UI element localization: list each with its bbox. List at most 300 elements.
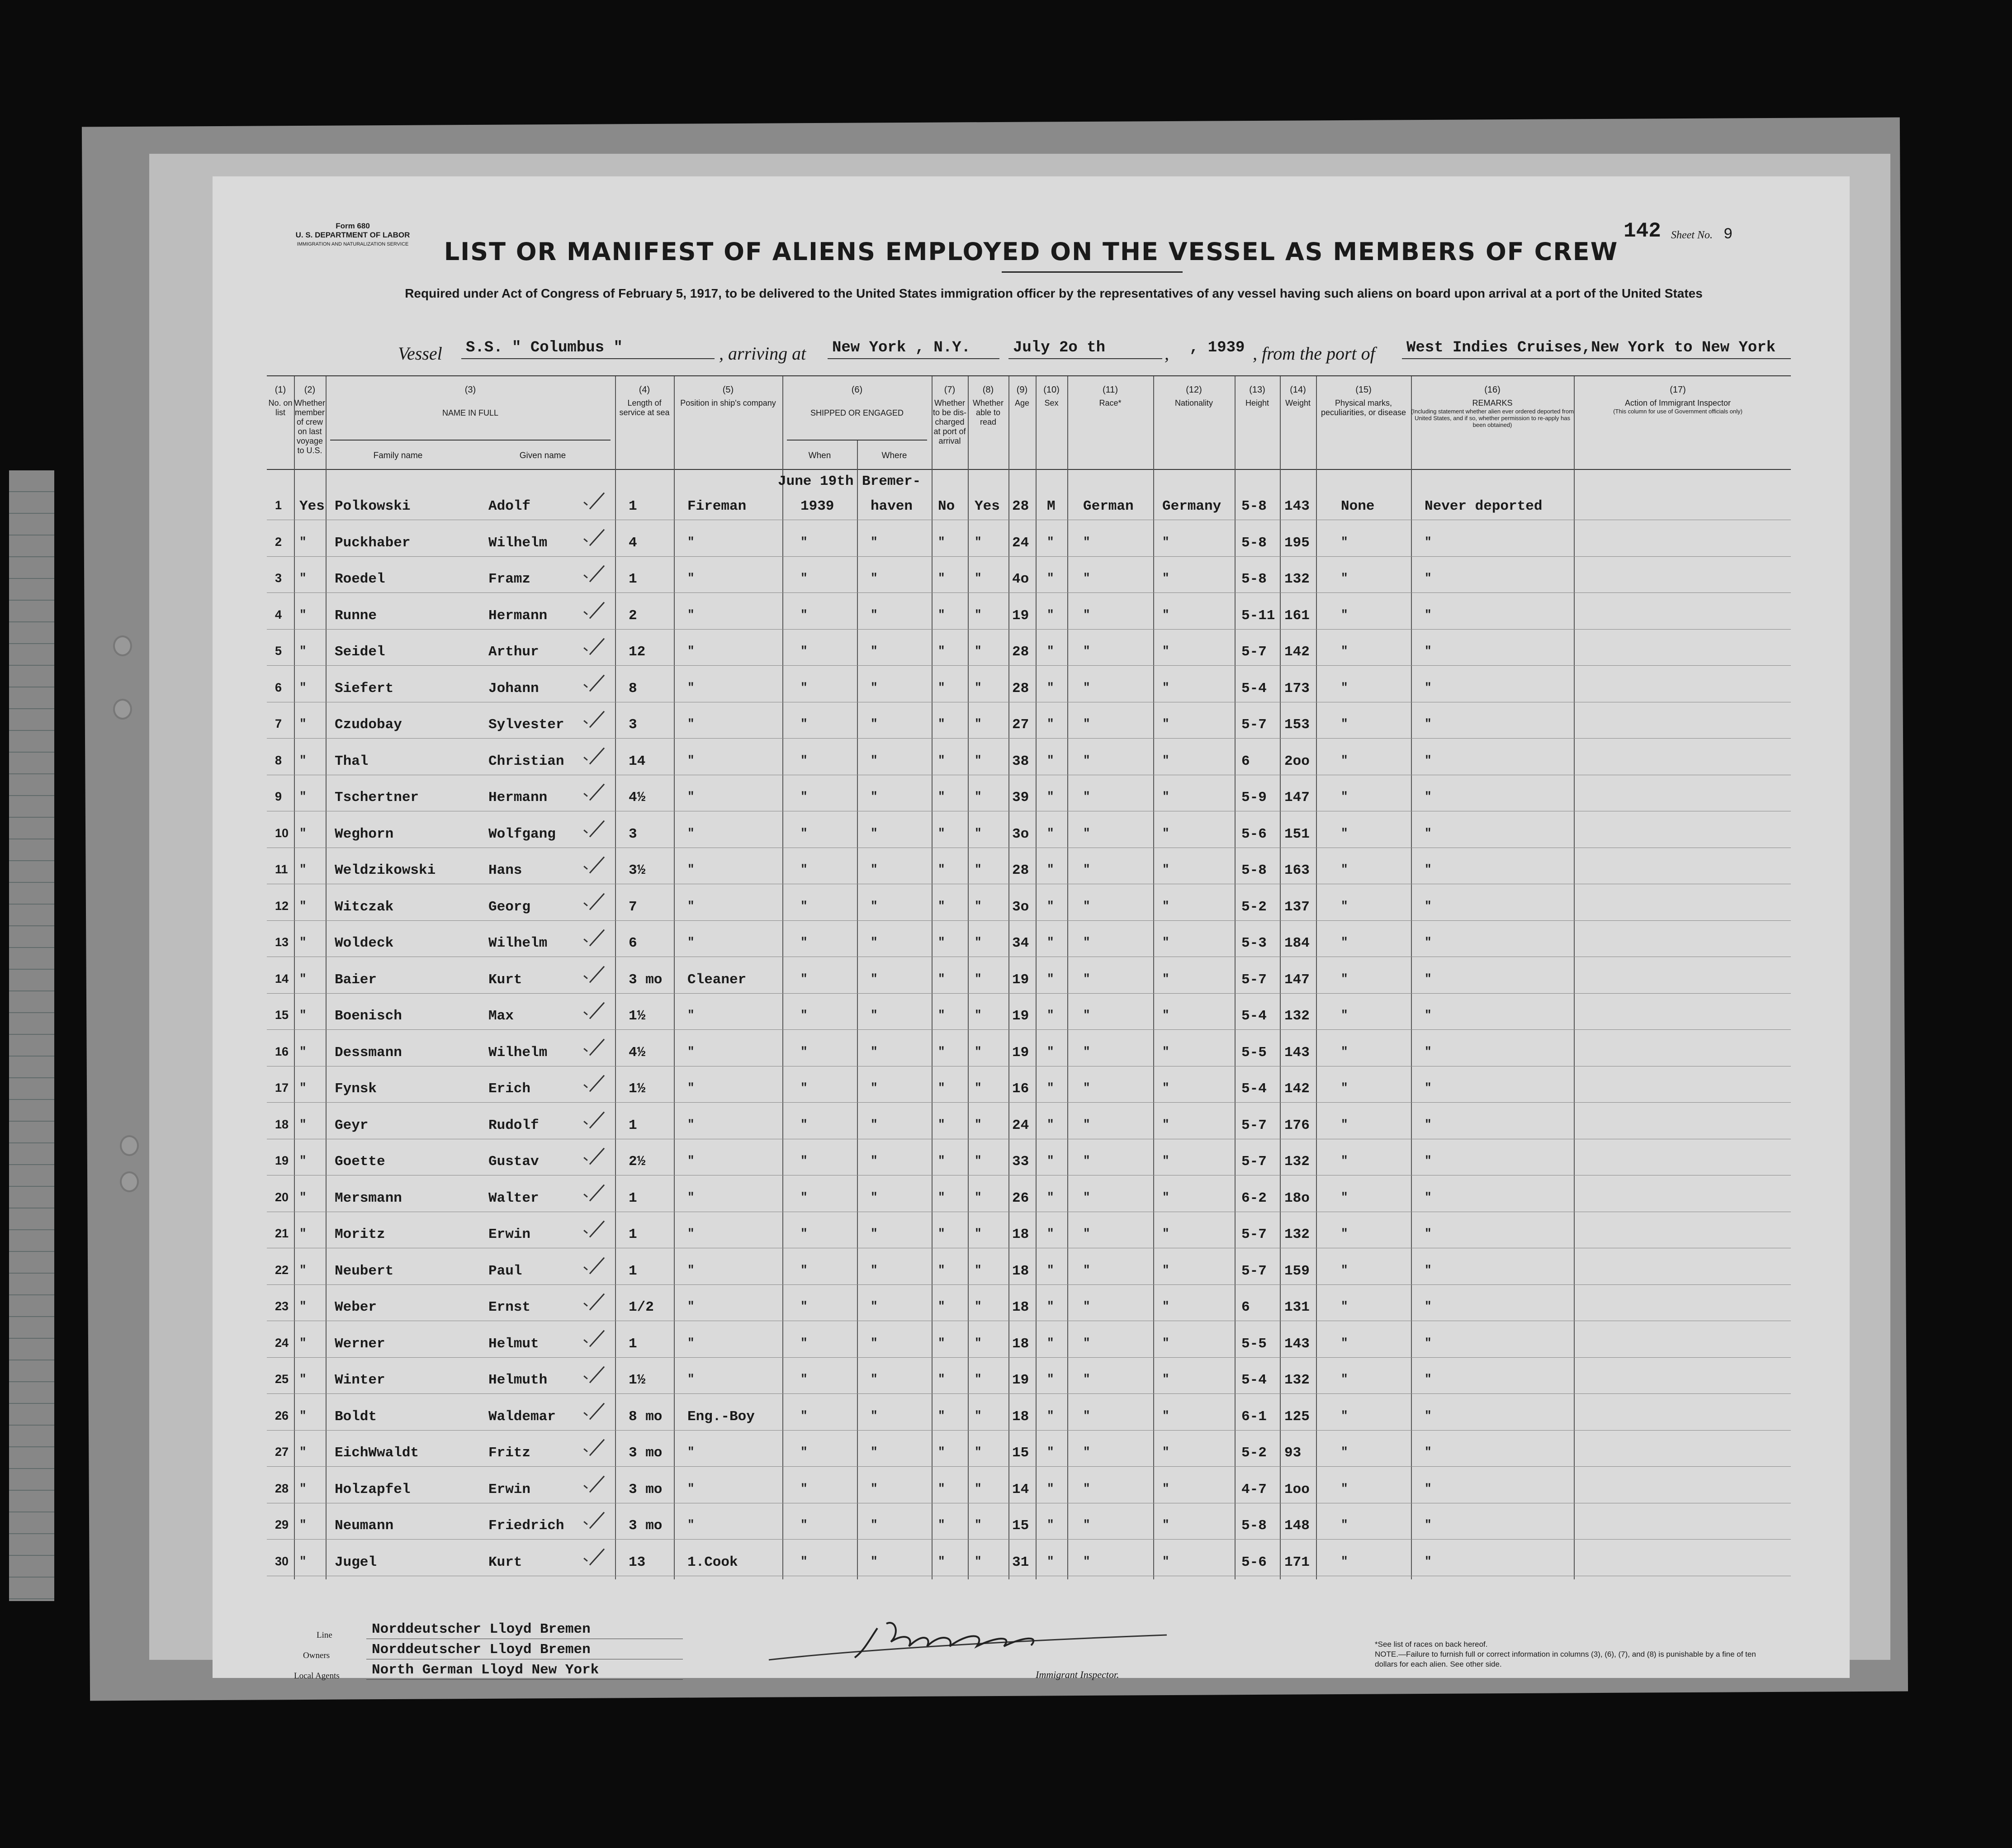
form-number: Form 680 <box>336 222 370 230</box>
column-number: (1) <box>275 385 286 395</box>
height: 5-6 <box>1241 826 1267 842</box>
shipped-when: " <box>800 753 808 767</box>
height: 5-2 <box>1241 1445 1267 1461</box>
checkmark <box>583 1477 601 1493</box>
column-label: NAME IN FULL <box>442 408 499 417</box>
physical-marks: " <box>1341 753 1348 767</box>
checkmark <box>583 1186 601 1202</box>
shipped-where: " <box>871 1081 878 1095</box>
shipped-when: " <box>800 680 808 694</box>
height: 5-4 <box>1241 1081 1267 1097</box>
sex: " <box>1047 680 1054 694</box>
weight: 176 <box>1284 1117 1310 1133</box>
owners-value: Norddeutscher Lloyd Bremen <box>372 1642 591 1658</box>
row-number: 14 <box>275 971 289 986</box>
column-number: (10) <box>1043 385 1060 395</box>
weight: 93 <box>1284 1445 1302 1461</box>
column-divider <box>1067 376 1068 1579</box>
shipped-when: " <box>800 1481 808 1495</box>
able-to-read: " <box>975 535 982 549</box>
discharge: " <box>938 1081 945 1095</box>
discharge: " <box>938 790 945 803</box>
shipped-where: " <box>871 644 878 658</box>
race: " <box>1083 935 1090 949</box>
checkmark <box>583 1368 601 1384</box>
race: " <box>1083 1117 1090 1131</box>
arrival-underline <box>828 358 999 359</box>
remarks: " <box>1425 680 1432 694</box>
given-name: Johann <box>488 680 539 697</box>
discharge: " <box>938 1117 945 1131</box>
age: 28 <box>1012 644 1029 660</box>
race: German <box>1083 498 1134 514</box>
shipped-when: " <box>800 1518 808 1531</box>
discharge: " <box>938 862 945 876</box>
remarks: " <box>1425 1044 1432 1058</box>
nationality: " <box>1162 1117 1169 1131</box>
row-number: 3 <box>275 571 282 585</box>
shipped-when: " <box>800 1190 808 1204</box>
able-to-read: " <box>975 971 982 986</box>
column-label: No. on list <box>268 398 293 417</box>
nationality: " <box>1162 1445 1169 1459</box>
height: 4-7 <box>1241 1481 1267 1497</box>
height: 5-7 <box>1241 971 1267 988</box>
checkmark <box>583 967 601 984</box>
weight: 153 <box>1284 717 1310 733</box>
checkmark <box>583 1295 601 1311</box>
height: 6 <box>1241 1299 1250 1315</box>
able-to-read: " <box>975 644 982 658</box>
weight: 143 <box>1284 1044 1310 1061</box>
age: 14 <box>1012 1481 1029 1497</box>
remarks: " <box>1425 1481 1432 1495</box>
race: " <box>1083 535 1090 549</box>
column-label: Race* <box>1099 398 1122 408</box>
crew-last-voyage: " <box>299 1190 307 1204</box>
column-header <box>1036 376 1067 469</box>
nationality: " <box>1162 717 1169 730</box>
row-number: 8 <box>275 753 282 767</box>
column-sublabel: Family name <box>373 451 423 460</box>
shipped-when: " <box>800 1445 808 1459</box>
given-name: Helmut <box>488 1336 539 1352</box>
nationality: " <box>1162 1044 1169 1058</box>
physical-marks: " <box>1341 1154 1348 1167</box>
shipped-when: " <box>800 1117 808 1131</box>
discharge: " <box>938 1372 945 1386</box>
family-name: Puckhaber <box>335 535 411 551</box>
shipped-when: " <box>800 1227 808 1240</box>
column-sublabel: Given name <box>519 451 566 460</box>
family-name: Weldzikowski <box>335 862 436 878</box>
age: 28 <box>1012 498 1029 514</box>
column-label: Weight <box>1285 398 1311 408</box>
able-to-read: " <box>975 1263 982 1277</box>
shipped-where: " <box>871 717 878 730</box>
nationality: " <box>1162 607 1169 621</box>
age: 28 <box>1012 680 1029 697</box>
checkmark <box>583 1513 601 1530</box>
shipped-when: " <box>800 899 808 913</box>
discharge: " <box>938 1554 945 1568</box>
race: " <box>1083 607 1090 621</box>
crew-last-voyage: " <box>299 753 307 767</box>
sex: " <box>1047 862 1054 876</box>
race: " <box>1083 1408 1090 1422</box>
service-length: 2 <box>629 607 637 624</box>
weight: 18o <box>1284 1190 1310 1206</box>
remarks: " <box>1425 571 1432 585</box>
ship-position: " <box>687 571 695 585</box>
family-name: Boenisch <box>335 1008 402 1024</box>
ship-position: " <box>687 1154 695 1167</box>
remarks: " <box>1425 1518 1432 1531</box>
row-number: 2 <box>275 535 282 549</box>
crew-last-voyage: " <box>299 1008 307 1022</box>
column-number: (11) <box>1102 385 1118 395</box>
weight: 148 <box>1284 1518 1310 1534</box>
remarks: " <box>1425 644 1432 658</box>
row-divider <box>267 556 1791 557</box>
ship-position: " <box>687 1008 695 1022</box>
ship-position: " <box>687 1190 695 1204</box>
penalty-note: NOTE.—Failure to furnish full or correct information in columns (3), (6), (7), and (8) is punishable by a fine of ten dollars for each alien. See other side. <box>1375 1650 1756 1668</box>
shipped-where: " <box>871 971 878 986</box>
sex: " <box>1047 571 1054 585</box>
nationality: Germany <box>1162 498 1221 514</box>
crew-last-voyage: " <box>299 1372 307 1386</box>
height: 5-2 <box>1241 899 1267 915</box>
height: 5-8 <box>1241 535 1267 551</box>
race: " <box>1083 680 1090 694</box>
family-name: Neumann <box>335 1518 394 1534</box>
ship-position: " <box>687 680 695 694</box>
shipped-where: " <box>871 1154 878 1167</box>
service-length: 1 <box>629 498 637 514</box>
given-name: Wilhelm <box>488 935 548 951</box>
row-number: 25 <box>275 1372 289 1386</box>
row-divider <box>267 1357 1791 1358</box>
race: " <box>1083 1081 1090 1095</box>
service-length: 3 mo <box>629 971 663 988</box>
column-header <box>674 376 782 469</box>
line-value: Norddeutscher Lloyd Bremen <box>372 1621 591 1637</box>
ship-position: " <box>687 826 695 840</box>
given-name: Arthur <box>488 644 539 660</box>
crew-last-voyage: " <box>299 1518 307 1531</box>
able-to-read: " <box>975 1154 982 1167</box>
height: 6-1 <box>1241 1408 1267 1425</box>
age: 26 <box>1012 1190 1029 1206</box>
page-number: 142 <box>1624 219 1661 243</box>
requirement-text: Required under Act of Congress of February 5, 1917, to be delivered to the United States immigration officer by the representatives of any vessel having such aliens on board upon arrival at a port of the United States <box>405 286 1703 300</box>
age: 27 <box>1012 717 1029 733</box>
column-number: (9) <box>1016 385 1028 395</box>
ship-position: " <box>687 1372 695 1386</box>
row-divider <box>267 920 1791 921</box>
sex: " <box>1047 1445 1054 1459</box>
physical-marks: " <box>1341 607 1348 621</box>
crew-last-voyage: " <box>299 1117 307 1131</box>
checkmark <box>583 1332 601 1348</box>
sex: " <box>1047 644 1054 658</box>
discharge: " <box>938 607 945 621</box>
port-underline <box>1402 358 1791 359</box>
crew-last-voyage: " <box>299 1481 307 1495</box>
row-number: 24 <box>275 1336 289 1350</box>
service-length: 4½ <box>629 790 646 806</box>
given-name: Wilhelm <box>488 1044 548 1061</box>
checkmark <box>583 712 601 729</box>
column-header <box>1411 376 1574 469</box>
remarks: " <box>1425 1081 1432 1095</box>
sex: " <box>1047 1554 1054 1568</box>
column-label: Whether able to read <box>972 398 1004 426</box>
column-divider <box>1008 376 1009 1579</box>
checkmark <box>583 640 601 656</box>
age: 24 <box>1012 535 1029 551</box>
given-name: Fritz <box>488 1445 531 1461</box>
sex: " <box>1047 1117 1054 1131</box>
weight: 1oo <box>1284 1481 1310 1497</box>
nationality: " <box>1162 1299 1169 1313</box>
column-label: Nationality <box>1174 398 1213 408</box>
race: " <box>1083 753 1090 767</box>
able-to-read: " <box>975 753 982 767</box>
family-name: Baier <box>335 971 377 988</box>
crew-last-voyage: " <box>299 1263 307 1277</box>
able-to-read: " <box>975 826 982 840</box>
given-name: Wilhelm <box>488 535 548 551</box>
family-name: Werner <box>335 1336 385 1352</box>
nationality: " <box>1162 1518 1169 1531</box>
column-header <box>1153 376 1235 469</box>
service-length: 1 <box>629 1263 637 1279</box>
given-name: Ernst <box>488 1299 531 1315</box>
age: 19 <box>1012 607 1029 624</box>
manifest-sheet <box>213 176 1850 1681</box>
shipped-where: " <box>871 1117 878 1131</box>
family-name: Winter <box>335 1372 385 1388</box>
crew-last-voyage: " <box>299 1408 307 1422</box>
shipped-when: " <box>800 1408 808 1422</box>
given-name: Max <box>488 1008 514 1024</box>
sex: " <box>1047 1372 1054 1386</box>
family-name: Witczak <box>335 899 394 915</box>
shipped-where: " <box>871 899 878 913</box>
row-number: 30 <box>275 1554 289 1568</box>
crew-last-voyage: " <box>299 717 307 730</box>
column-number: (16) <box>1484 385 1501 395</box>
weight: 132 <box>1284 1372 1310 1388</box>
nationality: " <box>1162 1008 1169 1022</box>
physical-marks: " <box>1341 1263 1348 1277</box>
sex: " <box>1047 607 1054 621</box>
nationality: " <box>1162 1227 1169 1240</box>
shipped-when: " <box>800 1372 808 1386</box>
row-divider <box>267 993 1791 994</box>
height: 5-7 <box>1241 1117 1267 1133</box>
race: " <box>1083 790 1090 803</box>
service-length: 1 <box>629 1190 637 1206</box>
discharge: " <box>938 644 945 658</box>
column-label: Physical marks, peculiarities, or disease <box>1321 398 1406 417</box>
given-name: Hermann <box>488 607 548 624</box>
nationality: " <box>1162 1336 1169 1350</box>
physical-marks: " <box>1341 717 1348 730</box>
given-name: Waldemar <box>488 1408 556 1425</box>
given-name: Kurt <box>488 971 522 988</box>
weight: 159 <box>1284 1263 1310 1279</box>
discharge: " <box>938 899 945 913</box>
service-length: 6 <box>629 935 637 951</box>
weight: 132 <box>1284 571 1310 587</box>
age: 34 <box>1012 935 1029 951</box>
nationality: " <box>1162 826 1169 840</box>
races-note: *See list of races on back hereof. <box>1375 1640 1488 1649</box>
agents-value: North German Lloyd New York <box>372 1662 599 1678</box>
column-label: SHIPPED OR ENGAGED <box>810 408 904 417</box>
ship-position: " <box>687 1445 695 1459</box>
shipped-when: " <box>800 971 808 986</box>
service-length: 1½ <box>629 1372 646 1388</box>
remarks: " <box>1425 753 1432 767</box>
column-divider <box>1036 376 1037 1579</box>
height: 5-7 <box>1241 1227 1267 1242</box>
able-to-read: " <box>975 1227 982 1240</box>
service-length: 7 <box>629 899 637 915</box>
remarks: " <box>1425 1190 1432 1204</box>
shipped-when: " <box>800 1299 808 1313</box>
shipped-where: " <box>871 935 878 949</box>
sex: " <box>1047 935 1054 949</box>
inspector-label: Immigrant Inspector. <box>1036 1669 1119 1680</box>
checkmark <box>583 1040 601 1057</box>
able-to-read: " <box>975 717 982 730</box>
height: 5-7 <box>1241 1154 1267 1170</box>
service-length: 14 <box>629 753 646 769</box>
age: 18 <box>1012 1336 1029 1352</box>
discharge: " <box>938 971 945 986</box>
family-name: Seidel <box>335 644 385 660</box>
ship-position: " <box>687 935 695 949</box>
weight: 171 <box>1284 1554 1310 1570</box>
sex: " <box>1047 1008 1054 1022</box>
physical-marks: " <box>1341 862 1348 876</box>
service-length: 3 <box>629 826 637 842</box>
checkmark <box>583 1440 601 1457</box>
weight: 147 <box>1284 971 1310 988</box>
shipped-where: " <box>871 1190 878 1204</box>
checkmark <box>583 931 601 947</box>
sex: " <box>1047 826 1054 840</box>
weight: 147 <box>1284 790 1310 806</box>
service-length: 3 mo <box>629 1445 663 1461</box>
race: " <box>1083 826 1090 840</box>
shipped-when: " <box>800 1336 808 1350</box>
nationality: " <box>1162 1408 1169 1422</box>
crew-last-voyage: " <box>299 1554 307 1568</box>
row-divider <box>267 1102 1791 1103</box>
checkmark <box>583 1149 601 1166</box>
remarks: " <box>1425 1445 1432 1459</box>
height: 5-6 <box>1241 1554 1267 1570</box>
nationality: " <box>1162 862 1169 876</box>
column-divider <box>674 376 675 1579</box>
discharge: " <box>938 1299 945 1313</box>
nationality: " <box>1162 790 1169 803</box>
shipped-when: " <box>800 862 808 876</box>
ship-position: " <box>687 1518 695 1531</box>
column-divider <box>968 376 969 1579</box>
service-length: 3 <box>629 717 637 733</box>
footer-notes <box>1375 1640 1764 1669</box>
discharge: " <box>938 680 945 694</box>
crew-last-voyage: " <box>299 1299 307 1313</box>
crew-last-voyage: " <box>299 680 307 694</box>
service-length: 3 mo <box>629 1518 663 1534</box>
age: 18 <box>1012 1227 1029 1242</box>
height: 5-7 <box>1241 644 1267 660</box>
row-divider <box>267 665 1791 666</box>
vessel-line <box>213 339 1850 366</box>
shipped-when: " <box>800 644 808 658</box>
able-to-read: " <box>975 607 982 621</box>
shipped-where: " <box>871 1044 878 1058</box>
remarks: " <box>1425 790 1432 803</box>
discharge: " <box>938 1154 945 1167</box>
nationality: " <box>1162 1154 1169 1167</box>
shipped-where: haven <box>871 498 913 514</box>
sex: " <box>1047 1227 1054 1240</box>
height: 5-4 <box>1241 680 1267 697</box>
vessel-name: S.S. " Columbus " <box>466 339 623 356</box>
able-to-read: " <box>975 1117 982 1131</box>
checkmark <box>583 822 601 838</box>
column-number: (2) <box>304 385 316 395</box>
row-number: 12 <box>275 899 289 913</box>
row-number: 11 <box>275 862 288 876</box>
shipped-where: " <box>871 607 878 621</box>
race: " <box>1083 1299 1090 1313</box>
family-name: Weghorn <box>335 826 394 842</box>
given-name: Erwin <box>488 1481 531 1497</box>
family-name: Boldt <box>335 1408 377 1425</box>
column-header <box>1316 376 1411 469</box>
age: 19 <box>1012 971 1029 988</box>
given-name: Gustav <box>488 1154 539 1170</box>
race: " <box>1083 1518 1090 1531</box>
column-number: (14) <box>1290 385 1306 395</box>
given-name: Friedrich <box>488 1518 564 1534</box>
remarks: " <box>1425 607 1432 621</box>
inspector-signature <box>760 1615 1185 1669</box>
service-length: 13 <box>629 1554 646 1570</box>
sex: M <box>1047 498 1056 514</box>
column-number: (12) <box>1186 385 1202 395</box>
ship-position: 1.Cook <box>687 1554 738 1570</box>
checkmark <box>583 1550 601 1566</box>
shipped-where: " <box>871 1008 878 1022</box>
physical-marks: " <box>1341 790 1348 803</box>
crew-last-voyage: " <box>299 535 307 549</box>
weight: 132 <box>1284 1227 1310 1242</box>
checkmark <box>583 1404 601 1421</box>
vessel-underline <box>461 358 715 359</box>
column-divider <box>326 376 327 1579</box>
family-name: Neubert <box>335 1263 394 1279</box>
